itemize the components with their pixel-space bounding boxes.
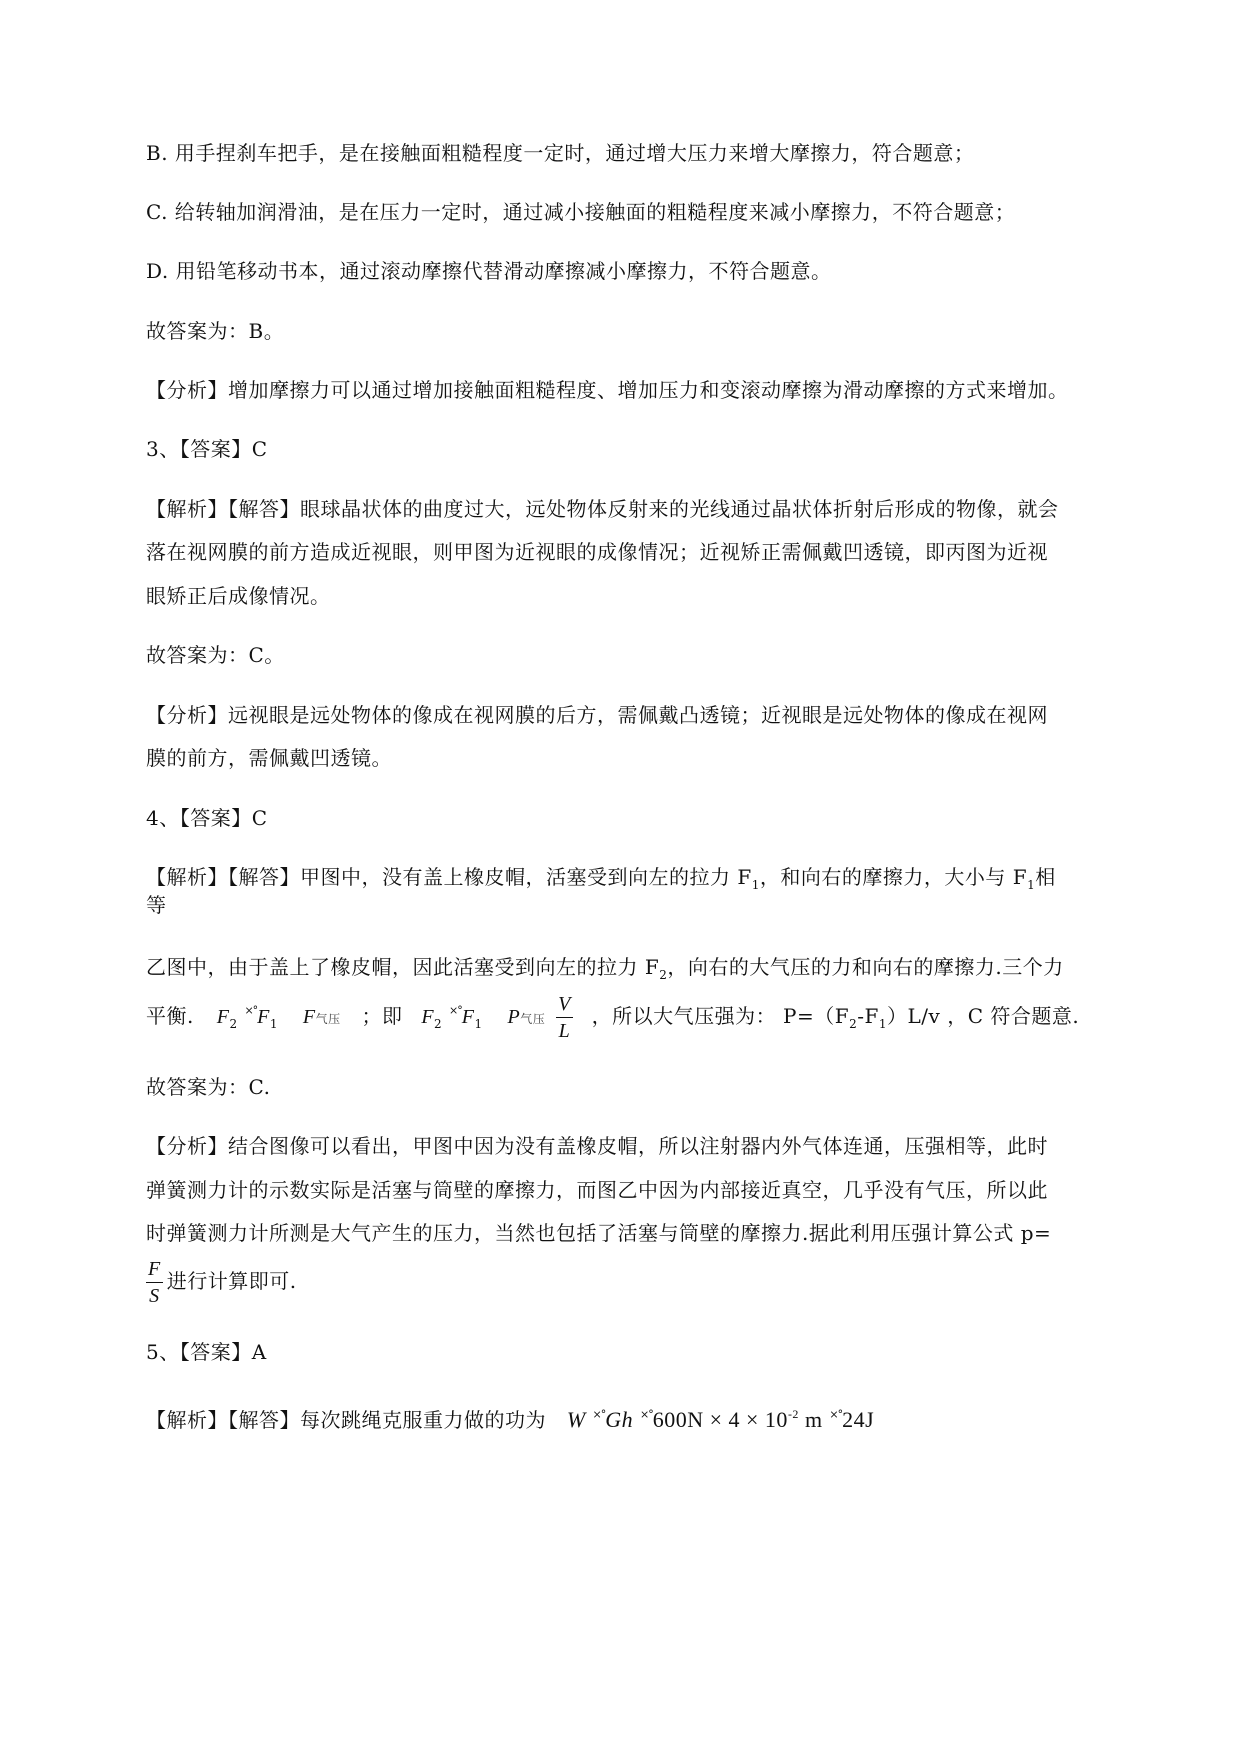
formula-unit-m: m [798,1407,823,1432]
formula-f2-sub: 2 [229,1017,238,1031]
option-b-text: B. 用手捏刹车把手，是在接触面粗糙程度一定时，通过增大压力来增大摩擦力，符合题意； [146,141,975,165]
formula2-f1: F [461,1006,475,1028]
fraction-denominator: S [149,1285,160,1307]
question-3-answer: 3、【答案】C [146,437,268,461]
explanation-4-seg4: 乙图中，由于盖上了橡皮帽，因此活塞受到向左的拉力 F [146,955,660,979]
explanation-4-seg1: 【解析】【解答】甲图中，没有盖上橡皮帽，活塞受到向左的拉力 F [146,865,752,889]
formula-f1-sub: 1 [269,1017,279,1031]
analysis-3-line2: 膜的前方，需佩戴凹透镜。 [146,746,392,770]
answer-2: 故答案为：B。 [146,319,285,343]
formula2-f2-sub: 2 [434,1017,443,1031]
formula-f1: F [257,1006,270,1028]
analysis-4-line3: 时弹簧测力计所测是大气产生的压力，当然也包括了活塞与筒壁的摩擦力.据此利用压强计算公式 p= [146,1221,1052,1245]
pressure-sub1: 1 [878,1017,888,1031]
explanation-4-seg5: ，向右的大气压的力和向右的摩擦力.三个力 [667,955,1064,979]
fraction-denominator: L [558,1020,571,1042]
formula2-f1-sub: 1 [474,1017,483,1031]
formula-ji: ；即 [361,1004,403,1028]
answer-4: 故答案为：C. [146,1075,271,1099]
pressure-result-b: -F [857,1004,879,1028]
f1-subscript: 1 [1027,878,1036,892]
explanation-4-seg2: ，和向右的摩擦力，大小与 F [759,865,1028,889]
explanation-5-text: 【解析】【解答】每次跳绳克服重力做的功为 [146,1408,546,1432]
explanation-4-formula-line [146,985,1079,1050]
analysis-4-line2: 弹簧测力计的示数实际是活塞与筒壁的摩擦力，而图乙中因为内部接近真空，几乎没有气压，所以此 [146,1178,1048,1202]
answer-3: 故答案为：C。 [146,643,285,667]
formula-gh-mark: ×° [640,1408,653,1421]
formula2-garbled-mark: ×° [449,1004,462,1017]
formula-f-atm: F [302,1006,316,1028]
fraction-numerator: V [556,991,573,1018]
formula-p-atm-sub: 气压 [520,1012,546,1026]
f2-subscript: 2 [659,968,668,982]
pressure-result-c: ）L/v ，C 符合题意. [887,1004,1080,1028]
explanation-3-line1: 【解析】【解答】眼球晶状体的曲度过大，远处物体反射来的光线通过晶状体折射后形成的物像，就会 [146,497,1059,521]
option-c-text: C. 给转轴加润滑油，是在压力一定时，通过减小接触面的粗糙程度来减小摩擦力，不符合题意； [146,200,1016,224]
fraction-v-over-l [556,991,573,1044]
f1-subscript: 1 [751,878,760,892]
formula-m-mark: ×° [829,1408,843,1421]
analysis-4-end: 进行计算即可. [166,1269,297,1293]
formula-f2: F [216,1006,230,1028]
formula-p-atm: P [507,1006,521,1028]
formula-atm-sub: 气压 [315,1012,341,1026]
formula-value1: 600N × 4 × 10 [652,1407,788,1432]
explanation-4-line1-wrap: 等 [146,893,167,917]
question-5-answer: 5、【答案】A [146,1340,267,1364]
formula-value2: 24J [842,1407,875,1432]
formula-garbled-mark: ×° [244,1004,258,1017]
analysis-4-line4 [146,1256,297,1309]
explanation-4-line1 [146,862,1056,900]
explanation-4-seg3: 相 [1035,865,1056,889]
formula-exponent: -2 [787,1407,799,1421]
fraction-f-over-s [146,1256,163,1309]
pressure-sub2: 2 [849,1017,858,1031]
pressure-result-a: ，所以大气压强为： P=（F [591,1004,850,1028]
explanation-5 [146,1396,874,1438]
analysis-2: 【分析】增加摩擦力可以通过增加接触面粗糙程度、增加压力和变滚动摩擦为滑动摩擦的方式来增加。 [146,378,1069,402]
fraction-numerator: F [146,1256,163,1283]
formula-w: W [566,1407,586,1432]
balance-text: 平衡. [146,1004,194,1028]
option-d-text: D. 用铅笔移动书本，通过滚动摩擦代替滑动摩擦减小摩擦力，不符合题意。 [146,259,832,283]
formula-w-mark: ×° [592,1408,606,1421]
formula-gh: Gh [605,1407,634,1432]
formula2-f2: F [421,1006,435,1028]
question-4-answer: 4、【答案】C [146,806,268,830]
analysis-3-line1: 【分析】远视眼是远处物体的像成在视网膜的后方，需佩戴凸透镜；近视眼是远处物体的像成在视网 [146,703,1048,727]
analysis-4-line1: 【分析】结合图像可以看出，甲图中因为没有盖橡皮帽，所以注射器内外气体连通，压强相等，此时 [146,1134,1048,1158]
explanation-3-line3: 眼矫正后成像情况。 [146,584,331,608]
explanation-3-line2: 落在视网膜的前方造成近视眼，则甲图为近视眼的成像情况；近视矫正需佩戴凹透镜，即丙图为近视 [146,540,1048,564]
